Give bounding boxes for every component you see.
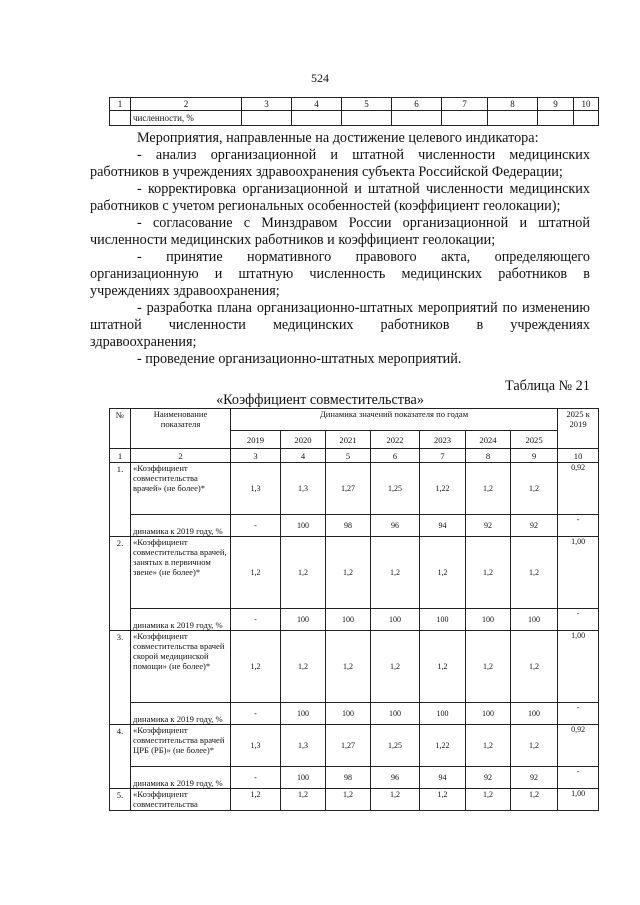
year-cell: 2021 xyxy=(326,431,371,449)
value-cell: 96 xyxy=(371,767,420,789)
value-cell: 98 xyxy=(326,767,371,789)
value-cell: 1,2 xyxy=(231,537,281,609)
dynamics-label: динамика к 2019 году, % xyxy=(131,703,231,725)
value-cell: 1,2 xyxy=(231,789,281,811)
value-cell: 96 xyxy=(371,515,420,537)
table-row xyxy=(110,725,599,767)
col-num: 2 xyxy=(131,98,242,111)
col-num: 6 xyxy=(392,98,442,111)
indicator-name: «Коэффициент совместительства врачей, занятых в первичном звене» (не более)* xyxy=(131,537,231,609)
value-cell: 100 xyxy=(281,703,326,725)
row-number: 4. xyxy=(110,725,131,789)
col-num: 7 xyxy=(420,449,466,463)
value-cell: - xyxy=(231,609,281,631)
table-number: Таблица № 21 xyxy=(505,378,590,394)
value-cell: 1,3 xyxy=(281,463,326,515)
value-cell: 1,2 xyxy=(371,537,420,609)
target-cell: - xyxy=(558,703,599,725)
table-row xyxy=(110,703,599,725)
value-cell: 1,22 xyxy=(420,463,466,515)
value-cell: 1,2 xyxy=(420,789,466,811)
value-cell: 100 xyxy=(511,609,558,631)
table-title: «Коэффициент совместительства» xyxy=(216,392,424,408)
value-cell: 1,2 xyxy=(326,789,371,811)
header-dynamics: Динамика значений показателя по годам xyxy=(231,409,558,431)
value-cell: 1,2 xyxy=(371,631,420,703)
value-cell: 1,25 xyxy=(371,725,420,767)
col-num: 4 xyxy=(281,449,326,463)
dynamics-label: динамика к 2019 году, % xyxy=(131,515,231,537)
value-cell: 1,25 xyxy=(371,463,420,515)
measure-item: - разработка плана организационно-штатных мероприятий по изменению xyxy=(137,300,590,316)
measure-item: работников в учреждениях здравоохранения субъекта Российской Федерации; xyxy=(90,164,563,180)
column-number-row xyxy=(110,449,599,463)
value-cell: 1,2 xyxy=(466,725,511,767)
col-num: 3 xyxy=(231,449,281,463)
continued-table xyxy=(109,97,599,126)
col-num: 2 xyxy=(131,449,231,463)
value-cell: - xyxy=(231,703,281,725)
table-row xyxy=(110,515,599,537)
table-row xyxy=(110,609,599,631)
col-num: 1 xyxy=(110,449,131,463)
col-num: 8 xyxy=(466,449,511,463)
value-cell: 1,3 xyxy=(231,463,281,515)
value-cell: 1,22 xyxy=(420,725,466,767)
year-cell: 2023 xyxy=(420,431,466,449)
page-number: 524 xyxy=(311,71,329,85)
row-number: 5. xyxy=(110,789,131,811)
indicator-name: «Коэффициент совместительства врачей скорой медицинской помощи» (не более)* xyxy=(131,631,231,703)
year-cell: 2019 xyxy=(231,431,281,449)
value-cell: 100 xyxy=(420,703,466,725)
value-cell: 1,2 xyxy=(466,537,511,609)
table-row xyxy=(110,111,599,126)
value-cell: 100 xyxy=(511,703,558,725)
value-cell: 100 xyxy=(466,609,511,631)
value-cell: 94 xyxy=(420,515,466,537)
table-row xyxy=(110,631,599,703)
measure-item: организационную и штатную численность медицинских работников в xyxy=(90,266,590,282)
header-target: 2025 к 2019 xyxy=(558,409,599,449)
value-cell: 1,3 xyxy=(281,725,326,767)
value-cell: 1,2 xyxy=(511,725,558,767)
col-num: 9 xyxy=(511,449,558,463)
target-cell: 0,92 xyxy=(558,725,599,767)
target-cell: - xyxy=(558,767,599,789)
target-cell: 1,00 xyxy=(558,789,599,811)
col-num: 8 xyxy=(488,98,538,111)
value-cell: 98 xyxy=(326,515,371,537)
value-cell: 1,2 xyxy=(281,789,326,811)
value-cell: 1,2 xyxy=(326,631,371,703)
value-cell: 1,2 xyxy=(281,537,326,609)
table-row xyxy=(110,537,599,609)
measure-item: штатной численности медицинских работников в учреждениях xyxy=(90,317,590,333)
value-cell: 1,2 xyxy=(511,631,558,703)
value-cell: 100 xyxy=(281,515,326,537)
col-num: 7 xyxy=(442,98,488,111)
col-num: 1 xyxy=(110,98,131,111)
value-cell: 1,2 xyxy=(511,789,558,811)
value-cell: 92 xyxy=(511,767,558,789)
header-name: Наименование показателя xyxy=(131,409,231,449)
value-cell: 1,2 xyxy=(511,537,558,609)
value-cell: 100 xyxy=(466,703,511,725)
measure-item: численности медицинских работников и коэффициент геолокации; xyxy=(90,232,496,248)
measure-item: - анализ организационной и штатной численности медицинских xyxy=(137,147,590,163)
target-cell: 0,92 xyxy=(558,463,599,515)
measure-item: здравоохранения; xyxy=(90,334,197,350)
value-cell: 92 xyxy=(466,767,511,789)
col-num: 5 xyxy=(326,449,371,463)
value-cell: 1,2 xyxy=(371,789,420,811)
measures-intro: Мероприятия, направленные на достижение целевого индикатора: xyxy=(137,130,539,146)
value-cell: 100 xyxy=(281,609,326,631)
value-cell: 1,2 xyxy=(420,631,466,703)
dynamics-label: динамика к 2019 году, % xyxy=(131,767,231,789)
header-row xyxy=(110,409,599,431)
value-cell: 92 xyxy=(466,515,511,537)
value-cell: 1,27 xyxy=(326,463,371,515)
value-cell: 100 xyxy=(281,767,326,789)
value-cell: 1,2 xyxy=(231,631,281,703)
value-cell: 1,2 xyxy=(326,537,371,609)
value-cell: - xyxy=(231,767,281,789)
target-cell: 1,00 xyxy=(558,631,599,703)
value-cell: 1,2 xyxy=(420,537,466,609)
coefficient-table xyxy=(109,408,599,811)
row-number: 3. xyxy=(110,631,131,725)
table-row xyxy=(110,789,599,811)
measure-item: - принятие нормативного правового акта, определяющего xyxy=(137,249,590,265)
value-cell: 1,2 xyxy=(466,631,511,703)
value-cell: 100 xyxy=(326,703,371,725)
value-cell: 100 xyxy=(326,609,371,631)
year-cell: 2024 xyxy=(466,431,511,449)
col-num: 3 xyxy=(242,98,292,111)
indicator-name: «Коэффициент совместительства врачей ЦРБ (РБ)» (не более)* xyxy=(131,725,231,767)
col-num: 6 xyxy=(371,449,420,463)
col-num: 9 xyxy=(538,98,574,111)
value-cell: 94 xyxy=(420,767,466,789)
col-num: 4 xyxy=(292,98,342,111)
value-cell: 1,2 xyxy=(511,463,558,515)
table-row xyxy=(110,767,599,789)
row-label: численности, % xyxy=(131,111,242,126)
value-cell: 100 xyxy=(371,609,420,631)
indicator-name: «Коэффициент совместительства xyxy=(131,789,231,811)
measure-item: - корректировка организационной и штатной численности медицинских xyxy=(137,181,590,197)
target-cell: - xyxy=(558,609,599,631)
value-cell: 100 xyxy=(371,703,420,725)
year-cell: 2022 xyxy=(371,431,420,449)
col-num: 10 xyxy=(558,449,599,463)
target-cell: 1,00 xyxy=(558,537,599,609)
measure-item: учреждениях здравоохранения; xyxy=(90,283,280,299)
value-cell: - xyxy=(231,515,281,537)
col-num: 10 xyxy=(574,98,599,111)
value-cell: 1,2 xyxy=(466,463,511,515)
year-cell: 2020 xyxy=(281,431,326,449)
value-cell: 1,27 xyxy=(326,725,371,767)
value-cell: 1,2 xyxy=(466,789,511,811)
column-number-row xyxy=(110,98,599,111)
row-number: 1. xyxy=(110,463,131,537)
col-num: 5 xyxy=(342,98,392,111)
table-row xyxy=(110,463,599,515)
measure-item: - согласование с Минздравом России организационной и штатной xyxy=(137,215,590,231)
target-cell: - xyxy=(558,515,599,537)
row-number: 2. xyxy=(110,537,131,631)
value-cell: 1,2 xyxy=(281,631,326,703)
value-cell: 1,3 xyxy=(231,725,281,767)
header-no: № xyxy=(110,409,131,449)
year-cell: 2025 xyxy=(511,431,558,449)
measure-item: работников с учетом региональных особенностей (коэффициент геолокации); xyxy=(90,198,561,214)
value-cell: 92 xyxy=(511,515,558,537)
value-cell: 100 xyxy=(420,609,466,631)
dynamics-label: динамика к 2019 году, % xyxy=(131,609,231,631)
indicator-name: «Коэффициент совместительства врачей» (не более)* xyxy=(131,463,231,515)
measure-item: - проведение организационно-штатных мероприятий. xyxy=(137,351,462,367)
